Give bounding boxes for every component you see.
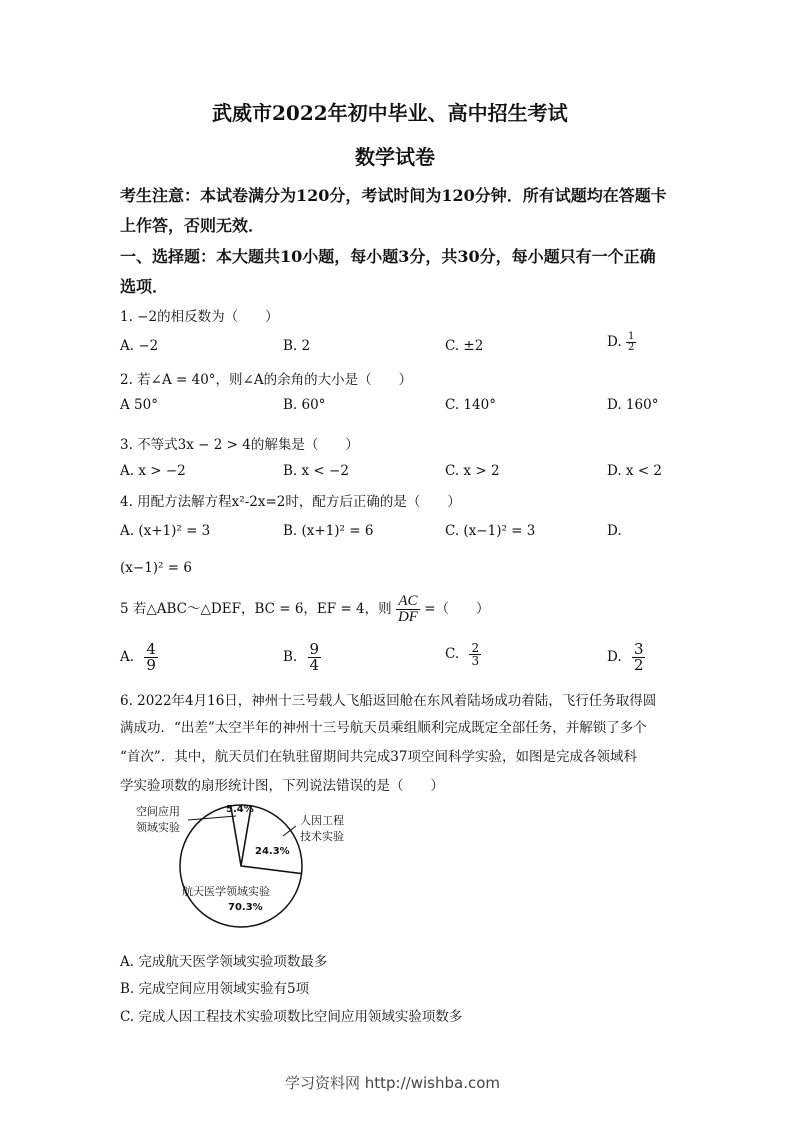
pie-value-medical: 70.3% (228, 902, 263, 913)
q3-option-a: A. x > −2 (120, 463, 186, 479)
question-6-stem-line-3: “首次”．其中，航天员们在轨驻留期间共完成37项空间科学实验，如图是完成各领域科 (120, 749, 637, 765)
q4-option-c: C. (x−1)² = 3 (445, 523, 536, 539)
q5-option-a (120, 642, 158, 673)
fraction-numerator: 3 (633, 640, 644, 658)
footer-watermark: 学习资料网 http://wishba.com (285, 1074, 500, 1092)
q4-option-a: A. (x+1)² = 3 (120, 523, 211, 539)
pie-slice-human (241, 806, 302, 874)
pie-chart (118, 800, 418, 940)
q3-option-d: D. x < 2 (607, 463, 663, 479)
fraction-numerator: 9 (309, 640, 320, 658)
fraction-denominator: DF (397, 609, 418, 625)
q1-option-c: C. ±2 (445, 338, 484, 354)
q5-stem-prefix: 5 若△ABC～△DEF，BC = 6，EF = 4，则 (120, 601, 392, 617)
q1-option-d-fraction (626, 332, 636, 353)
q4-option-d-expression: (x−1)² = 6 (120, 560, 192, 576)
exam-title: 武威市2022年初中毕业、高中招生考试 (212, 101, 568, 125)
q2-option-d: D. 160° (607, 397, 659, 413)
q1-option-d-letter: D. (607, 334, 622, 350)
q2-option-c: C. 140° (445, 397, 496, 413)
q1-option-b: B. 2 (283, 338, 311, 354)
pie-value-human: 24.3% (255, 846, 290, 857)
q2-option-b: B. 60° (283, 397, 326, 413)
q3-option-b: B. x < −2 (283, 463, 349, 479)
question-6-stem-line-1: 6. 2022年4月16日，神州十三号载人飞船返回舱在东风着陆场成功着陆，飞行任务取得圆 (120, 693, 657, 709)
notice-line-2: 上作答，否则无效． (120, 216, 265, 235)
q6-option-a: A. 完成航天医学领域实验项数最多 (120, 954, 328, 970)
option-letter: A. (120, 649, 135, 665)
question-5-stem (120, 594, 490, 625)
section-heading-line-2: 选项． (120, 277, 169, 296)
option-letter: B. (283, 649, 298, 665)
q5-option-b-fraction (308, 642, 322, 673)
question-6-stem-line-4: 学实验项数的扇形统计图，下列说法错误的是（ ） (120, 778, 444, 794)
q5-stem-fraction (396, 594, 420, 625)
exam-subtitle: 数学试卷 (355, 145, 435, 169)
fraction-numerator: 2 (471, 641, 480, 655)
q5-option-d-fraction (632, 642, 646, 673)
section-heading-line-1: 一、选择题：本大题共10小题，每小题3分，共30分，每小题只有一个正确 (120, 247, 656, 266)
q4-option-d: D. (607, 523, 622, 539)
fraction-numerator: 1 (627, 331, 635, 342)
notice-line-1: 考生注意：本试卷满分为120分，考试时间为120分钟．所有试题均在答题卡 (120, 186, 667, 205)
q2-option-a: A 50° (120, 397, 158, 413)
fraction-denominator: 3 (471, 654, 480, 668)
q4-option-b: B. (x+1)² = 6 (283, 523, 374, 539)
question-2-stem: 2. 若∠A = 40°，则∠A的余角的大小是（ ） (120, 372, 413, 388)
pie-value-space: 5.4% (226, 804, 254, 815)
fraction-denominator: 2 (633, 656, 644, 674)
q5-option-a-fraction (144, 642, 158, 673)
pie-label-human-line-1: 人因工程 (300, 814, 344, 827)
fraction-denominator: 9 (146, 656, 156, 674)
pie-label-human-line-2: 技术实验 (300, 830, 344, 843)
pie-label-medical: 航天医学领域实验 (182, 885, 270, 898)
q5-option-d (607, 642, 645, 673)
pie-label-space-line-2: 领域实验 (136, 821, 180, 834)
q5-option-b (283, 642, 321, 673)
q1-option-a: A. −2 (120, 338, 159, 354)
q1-option-d (607, 332, 636, 353)
pie-label-space-line-1: 空间应用 (136, 805, 180, 818)
q3-option-c: C. x > 2 (445, 463, 500, 479)
fraction-numerator: 4 (146, 640, 156, 658)
fraction-numerator: AC (398, 593, 418, 609)
question-6-stem-line-2: 满成功．“出差”太空半年的神州十三号航天员乘组顺利完成既定全部任务，并解锁了多个 (120, 720, 647, 736)
question-1-stem: 1. −2的相反数为（ ） (120, 309, 279, 325)
q5-option-c-fraction (469, 642, 481, 667)
q6-option-c: C. 完成人因工程技术实验项数比空间应用领域实验项数多 (120, 1009, 463, 1025)
fraction-denominator: 2 (627, 342, 635, 353)
fraction-denominator: 4 (309, 656, 320, 674)
option-letter: C. (445, 646, 460, 662)
question-4-stem: 4. 用配方法解方程x²-2x=2时，配方后正确的是（ ） (120, 494, 461, 510)
question-3-stem: 3. 不等式3x − 2 > 4的解集是（ ） (120, 437, 359, 453)
q6-option-b: B. 完成空间应用领域实验有5项 (120, 981, 310, 997)
option-letter: D. (607, 649, 622, 665)
q5-stem-suffix: =（ ） (424, 601, 490, 617)
q5-option-c (445, 642, 481, 667)
